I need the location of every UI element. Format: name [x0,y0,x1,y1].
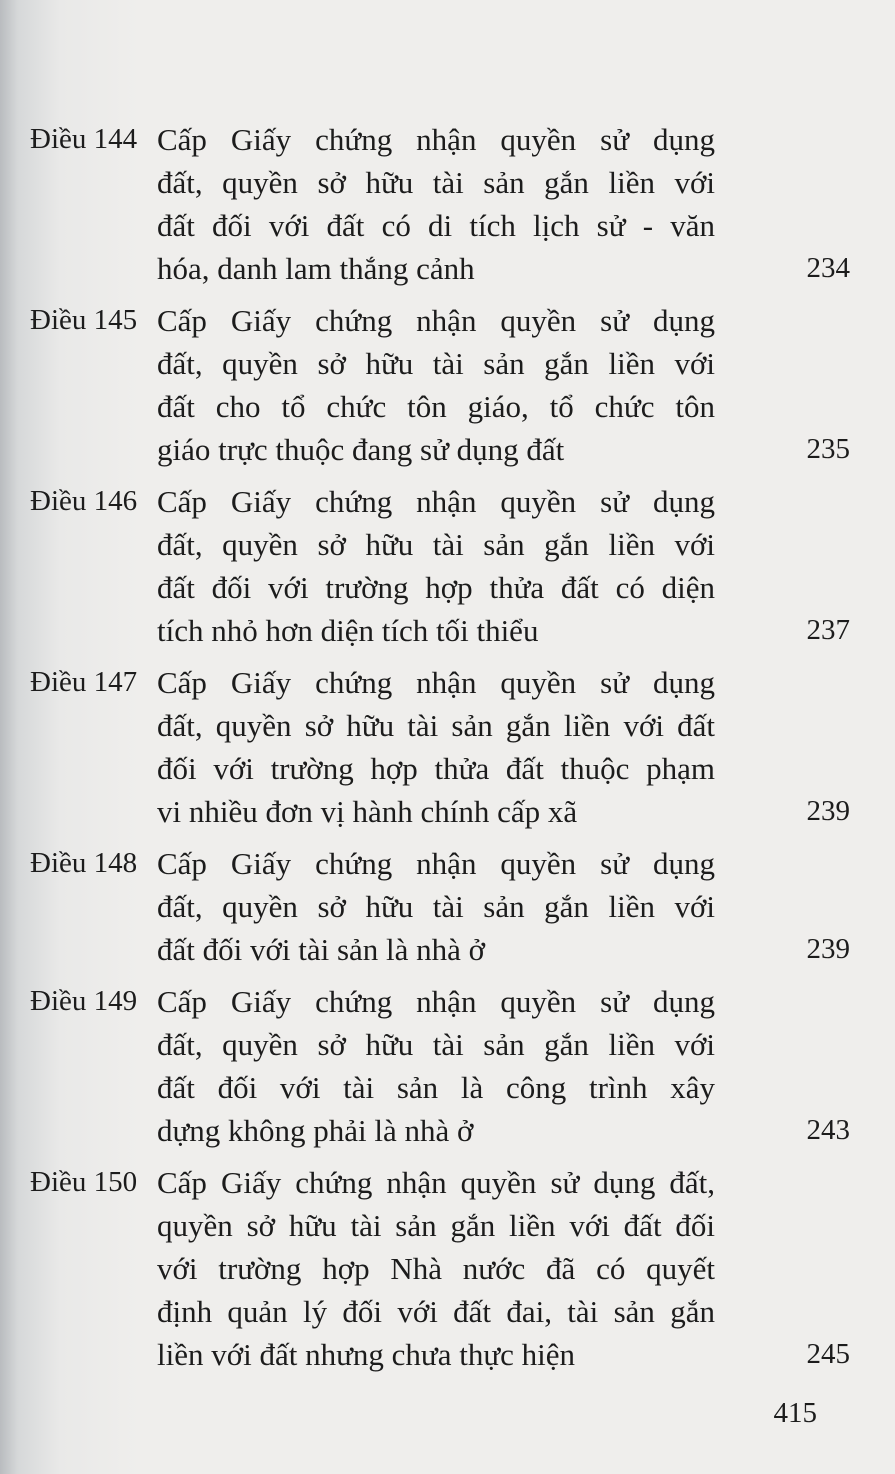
page-reference: 243 [806,1114,850,1146]
toc-entry [30,1161,850,1376]
page-reference: 234 [806,252,850,284]
toc-entry [30,842,850,971]
title-line: Cấp Giấy chứng nhận quyền sử dụng [157,984,715,1019]
article-title [157,118,715,290]
title-line: Cấp Giấy chứng nhận quyền sử dụng [157,665,715,700]
article-title [157,299,715,471]
article-number: Điều 147 [30,666,138,698]
toc-entry [30,661,850,833]
title-line: tích nhỏ hơn diện tích tối thiểu [157,613,539,648]
article-number: Điều 149 [30,985,138,1017]
table-of-contents [30,118,850,1385]
title-line: Cấp Giấy chứng nhận quyền sử dụng [157,303,715,338]
title-line: Cấp Giấy chứng nhận quyền sử dụng [157,484,715,519]
title-line: đất, quyền sở hữu tài sản gắn liền với [157,346,715,381]
title-line: đất đối với tài sản là nhà ở [157,932,486,967]
article-title [157,1161,715,1376]
title-line: quyền sở hữu tài sản gắn liền với đất đối [157,1208,715,1243]
title-line: đất đối với trường hợp thửa đất có diện [157,570,715,605]
title-line: đất cho tổ chức tôn giáo, tổ chức tôn [157,389,715,424]
title-line: vi nhiều đơn vị hành chính cấp xã [157,794,578,829]
article-number: Điều 145 [30,304,138,336]
article-number: Điều 144 [30,123,138,155]
title-line: với trường hợp Nhà nước đã có quyết [157,1251,715,1286]
page-number: 415 [773,1397,817,1429]
article-number: Điều 148 [30,847,138,879]
article-title [157,661,715,833]
title-line: giáo trực thuộc đang sử dụng đất [157,432,565,467]
title-line: Cấp Giấy chứng nhận quyền sử dụng [157,846,715,881]
toc-entry [30,980,850,1152]
title-line: định quản lý đối với đất đai, tài sản gắn [157,1294,715,1329]
title-line: đất, quyền sở hữu tài sản gắn liền với [157,527,715,562]
page-reference: 235 [806,433,850,465]
toc-entry [30,299,850,471]
page-reference: 239 [806,933,850,965]
page-reference: 237 [806,614,850,646]
toc-entry [30,118,850,290]
title-line: đất đối với tài sản là công trình xây [157,1070,715,1105]
title-line: Cấp Giấy chứng nhận quyền sử dụng đất, [157,1165,715,1200]
title-line: đối với trường hợp thửa đất thuộc phạm [157,751,715,786]
title-line: liền với đất nhưng chưa thực hiện [157,1337,576,1372]
title-line: đất, quyền sở hữu tài sản gắn liền với [157,165,715,200]
toc-entry [30,480,850,652]
title-line: đất, quyền sở hữu tài sản gắn liền với [157,1027,715,1062]
title-line: đất đối với đất có di tích lịch sử - văn [157,208,715,243]
title-line: Cấp Giấy chứng nhận quyền sử dụng [157,122,715,157]
article-title [157,480,715,652]
article-number: Điều 150 [30,1166,138,1198]
article-number: Điều 146 [30,485,138,517]
page-reference: 239 [806,795,850,827]
title-line: dựng không phải là nhà ở [157,1113,474,1148]
article-title [157,842,715,971]
article-title [157,980,715,1152]
title-line: đất, quyền sở hữu tài sản gắn liền với [157,889,715,924]
page-reference: 245 [806,1338,850,1370]
title-line: hóa, danh lam thắng cảnh [157,251,475,286]
title-line: đất, quyền sở hữu tài sản gắn liền với đất [157,708,715,743]
